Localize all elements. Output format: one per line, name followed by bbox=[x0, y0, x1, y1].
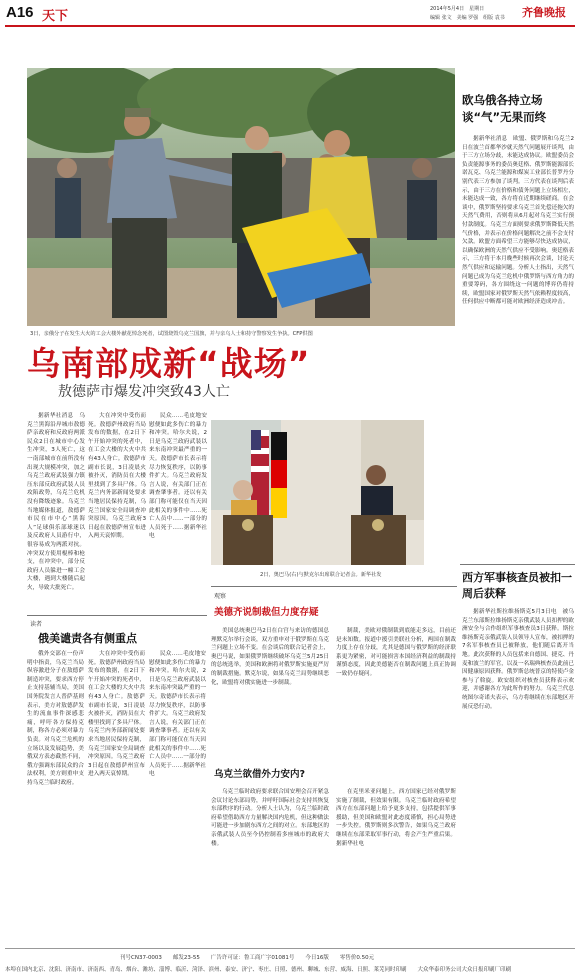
editor-line: 编辑 张文 美编 罗强 组版 袁书 bbox=[430, 15, 505, 21]
side-box-text: 俄外交部在一份声明中指责，乌克兰当局纵容激进分子在敖德萨制造冲突，要求西方停止支持基辅当局，美国国务院发言人普萨基则表示，美方对敖德萨发生的流血事件深感悲痛，呼吁各方保持克制，称各方必须对暴力负责。对乌克兰危机的立场以及发展趋势，美俄双方表态截然不同，俄方强调东部民众的合法权利，美方则重申支持乌克兰临时政府。 bbox=[27, 651, 84, 786]
analysis-text3: 乌克兰临时政府要求联合国安理会召开紧急会议讨论东部局势，并呼吁国际社会支持其恢复东部秩序的行动。分析人士认为，乌克兰临时政府希望借助西方力量解决国内危机，但这种做法可能进一步加剧东西方之间的对立。东部地区的亲俄武装人员至今仍控制着多座城市的政府大楼。 bbox=[211, 789, 329, 847]
analysis-col2 bbox=[336, 627, 456, 757]
mid-photo-caption: 2日，奥巴马(右)与默克尔出席联合记者会。新华社发 bbox=[260, 572, 382, 578]
date-line: 2014年5月4日 星期日 bbox=[430, 6, 485, 12]
analysis-text4: 在克里米亚问题上，西方国家已经对俄罗斯实施了制裁，但效果有限。乌克兰临时政府希望西方在东部问题上给予更多支持，包括提供军事援助，但美国和欧盟对此态度谨慎，担心局势进一步失控。俄罗斯则多次警告，如果乌克兰政府继续在东部采取军事行动，将会产生严重后果。据新华社电 bbox=[336, 789, 456, 847]
west-story-headline: 西方军事核查员被扣一周后获释 bbox=[462, 571, 572, 600]
top-photo-caption: 3日，亲俄分子在发生大火的工会大楼外献花悼念死者，试图烧毁乌克兰国旗，并与亲乌人士和持守警察发生争执。CFP供图 bbox=[30, 331, 313, 337]
main-story-text2: 大在冲突中受伤而死。敖德萨州政府当局发布的数据，在2日下午开始冲突的死者中，在工会大楼的大火中共有43人身亡。敖德萨市副市长说，3日凌晨火被扑灭，消防员在大楼里找到了多具尸体。乌克兰内务部新闻处要求当地居民保持克制，乌克兰国家安全局调查冲突原因。乌克兰政府3日起在敖德萨州宣布进入两天哀悼期。 bbox=[88, 413, 146, 540]
side-box-col2 bbox=[88, 650, 145, 900]
main-story-col2 bbox=[88, 412, 146, 612]
side-box-col1 bbox=[27, 650, 84, 900]
newspaper-logo: 齐鲁晚报 bbox=[522, 6, 566, 19]
west-story-body bbox=[462, 608, 574, 943]
side-box-col3 bbox=[149, 650, 206, 940]
west-story-text: 据新华社斯拉维扬斯克5月3日电 被乌克兰东部斯拉维扬斯克亲俄武装人员扣押的欧洲安全与合作组织军事核查员3日获释。斯拉维扬斯克亲俄武装人员领导人宣布，被扣押的7名军事核查员已被释放，他们随后离开当地。此次获释的人员包括来自德国、捷克、丹麦和波兰的军官，以及一名瑞典核查员此前已因健康原因获释。俄罗斯总统普京的特使卢金参与了斡旋。欧安组织对核查员获释表示欢迎，并感谢各方为此所作的努力。乌克兰代总统图尔奇诺夫表示，乌方将继续在东部地区开展反恐行动。 bbox=[462, 609, 574, 710]
right-story-body bbox=[462, 135, 574, 555]
main-story-text1: 据新华社消息 乌克兰黑海沿岸城市敖德萨亲政府和反政府两派民众2日在城市中心发生冲突，3人死亡，这一南部城市在前所没有出现大规模冲突，加之乌克兰政府武装强力镇压东部反政府武装人员攻陷政势，乌克兰危机没有降级迹象。乌克兰当地媒体报道，敖德萨市民在市中心“黑海人”足球俱乐部球迷以及反政府人员游行中，很容易成为两派对抗。冲突双方使用棍棒和枪支，在冲突中，部分反政府人员躲进一幢工会大楼，遇到大楼随后起火，导致大批死亡。 bbox=[27, 413, 85, 591]
leaders-podium-image bbox=[211, 420, 424, 565]
protest-scene-image bbox=[27, 68, 455, 326]
main-subheadline: 敖德萨市爆发冲突致43人亡 bbox=[58, 384, 230, 400]
analysis-tag: 观察 bbox=[214, 593, 227, 600]
side-box-text-continued: 大在冲突中受伤而死。敖德萨州政府当局发布的数据，在2日下午开始冲突的死者中，在工会大楼的大火中共有43人身亡。敖德萨市副市长说，3日凌晨火被扑灭，消防员在大楼里找到了多具尸体。乌克兰内务部新闻处要求当地居民保持克制，乌克兰国家安全局调查冲突原因。乌克兰政府3日起在敖德萨州宣布进入两天哀悼期。 bbox=[88, 651, 145, 778]
footer-rule bbox=[5, 948, 575, 949]
analysis-col4 bbox=[336, 788, 456, 938]
main-story-col3 bbox=[149, 412, 207, 562]
footer-publication-info: 刊号CN37-0003 邮发23-55 广告许可证：鲁工商广字01081号 今日16版 零售价0.50元 bbox=[120, 955, 375, 961]
right-story-text: 据新华社消息 欧盟、俄罗斯和乌克兰2日在波兰首都华沙就天然气问题展开谈判，由于三方立场分歧，未能达成协议。欧盟委员会负责能源事务的委员奥廷格、俄罗斯能源部长诺瓦克、乌克兰能源和煤炭工业部长普罗丹分别代表三方参加了谈判。三方代表在谈判后表示，由于三方在价格和债务问题上立场相左，未能达成一致，各方将在近期继续磋商。在会谈中，俄罗斯坚持要求乌克兰首先偿还拖欠的天然气费用，否则将从6月起对乌克兰实行预付款制度。乌克兰方面则要求俄罗斯降低天然气价格，并表示在价格问题解决之前不会支付欠款。欧盟方面希望三方能够尽快达成协议，以确保欧洲的天然气供应不受影响。奥廷格表示，三方将于本月晚些时候再次会谈，讨论天然气供应和运输问题。分析人士指出，天然气问题已成为乌克兰危机中俄罗斯与西方角力的重要筹码，各方围绕这一问题的博弈仍将持续，欧盟国家对俄罗斯天然气依赖程度较高，任何供应中断都可能对欧洲经济造成冲击。 bbox=[462, 136, 574, 306]
main-headline: 乌南部成新“战场” bbox=[27, 344, 311, 383]
side-box-tag: 读者 bbox=[30, 621, 43, 628]
right-story-headline: 欧乌俄各持立场谈“气”无果而终 bbox=[462, 93, 547, 124]
section-title: 天下 bbox=[42, 9, 69, 24]
page-number: A16 bbox=[6, 4, 34, 21]
side-box-top-rule bbox=[27, 615, 207, 616]
analysis-top-rule bbox=[211, 586, 457, 587]
header-rule bbox=[5, 25, 575, 27]
main-story-col1 bbox=[27, 412, 85, 612]
press-conference-photo bbox=[211, 420, 424, 565]
west-story-top-rule bbox=[460, 564, 575, 565]
main-story-text3-continued: 民众……毛皮地安慰便如此多伤亡的暴力和冲突。哈尔夫说，2日是乌克兰政府武装以来东南冲突最严重的一天。敖德萨市长表示将尽力恢复秩序，以防事件扩大。乌克兰政府发言人说，有关部门正在调查肇事者。还以有关部门称可能仅在当天因此相关的事件中……死亡人员中……一部分的人员死于……据新华社电 bbox=[149, 651, 206, 778]
footer-printing-info: 本埠在国内北京、沈阳、济南市、济南西、青岛、烟台、潍坊、淄博、临沂、菏泽、滨州、泰安、济宁、枣庄、日照、德州、聊城、东营、威海、日照、莱芜同时印刷 大众华泰印务公司大众日报印刷厂印刷 bbox=[5, 967, 512, 973]
main-story-text3: 民众……毛皮地安慰便如此多伤亡的暴力和冲突。哈尔夫说，2日是乌克兰政府武装以来东南冲突最严重的一天。敖德萨市长表示将尽力恢复秩序，以防事件扩大。乌克兰政府发言人说，有关部门正在调查肇事者。还以有关部门称可能仅在当天因此相关的事件中……死亡人员中……一部分的人员死于……据新华社电 bbox=[149, 413, 207, 540]
analysis-headline-2: 乌克兰欲借外力安内? bbox=[214, 769, 306, 780]
analysis-text1: 美国总统奥巴马2日在白宫与来访的德国总理默克尔举行会谈，双方重申对于俄罗斯在乌克兰问题上立场不变。在会谈后的联合记者会上，奥巴马说，如果俄罗斯继续破坏乌克兰5月25日的总统选举，美国和欧洲将对俄罗斯实施更严厉的制裁措施。默克尔说，如果乌克兰局势继续恶化，欧盟将对俄实施进一步制裁。 bbox=[211, 628, 329, 686]
analysis-text2: 制裁，美欧对俄制裁到底能走多远，目前还是未知数。报道中援引美联社分析，两国在制裁力度上存在分歧，尤其是德国与俄罗斯的经济联系更为紧密，对可能损害本国经济利益的制裁持谨慎态度，因此美德能否在制裁问题上真正协调一致仍存疑问。 bbox=[336, 628, 456, 677]
top-news-photo bbox=[27, 68, 455, 326]
analysis-col3 bbox=[211, 788, 329, 938]
analysis-col1 bbox=[211, 627, 329, 757]
analysis-headline-1: 美德齐说制裁但力度存疑 bbox=[214, 607, 319, 618]
side-box-headline: 俄美谴责各有侧重点 bbox=[38, 632, 137, 645]
